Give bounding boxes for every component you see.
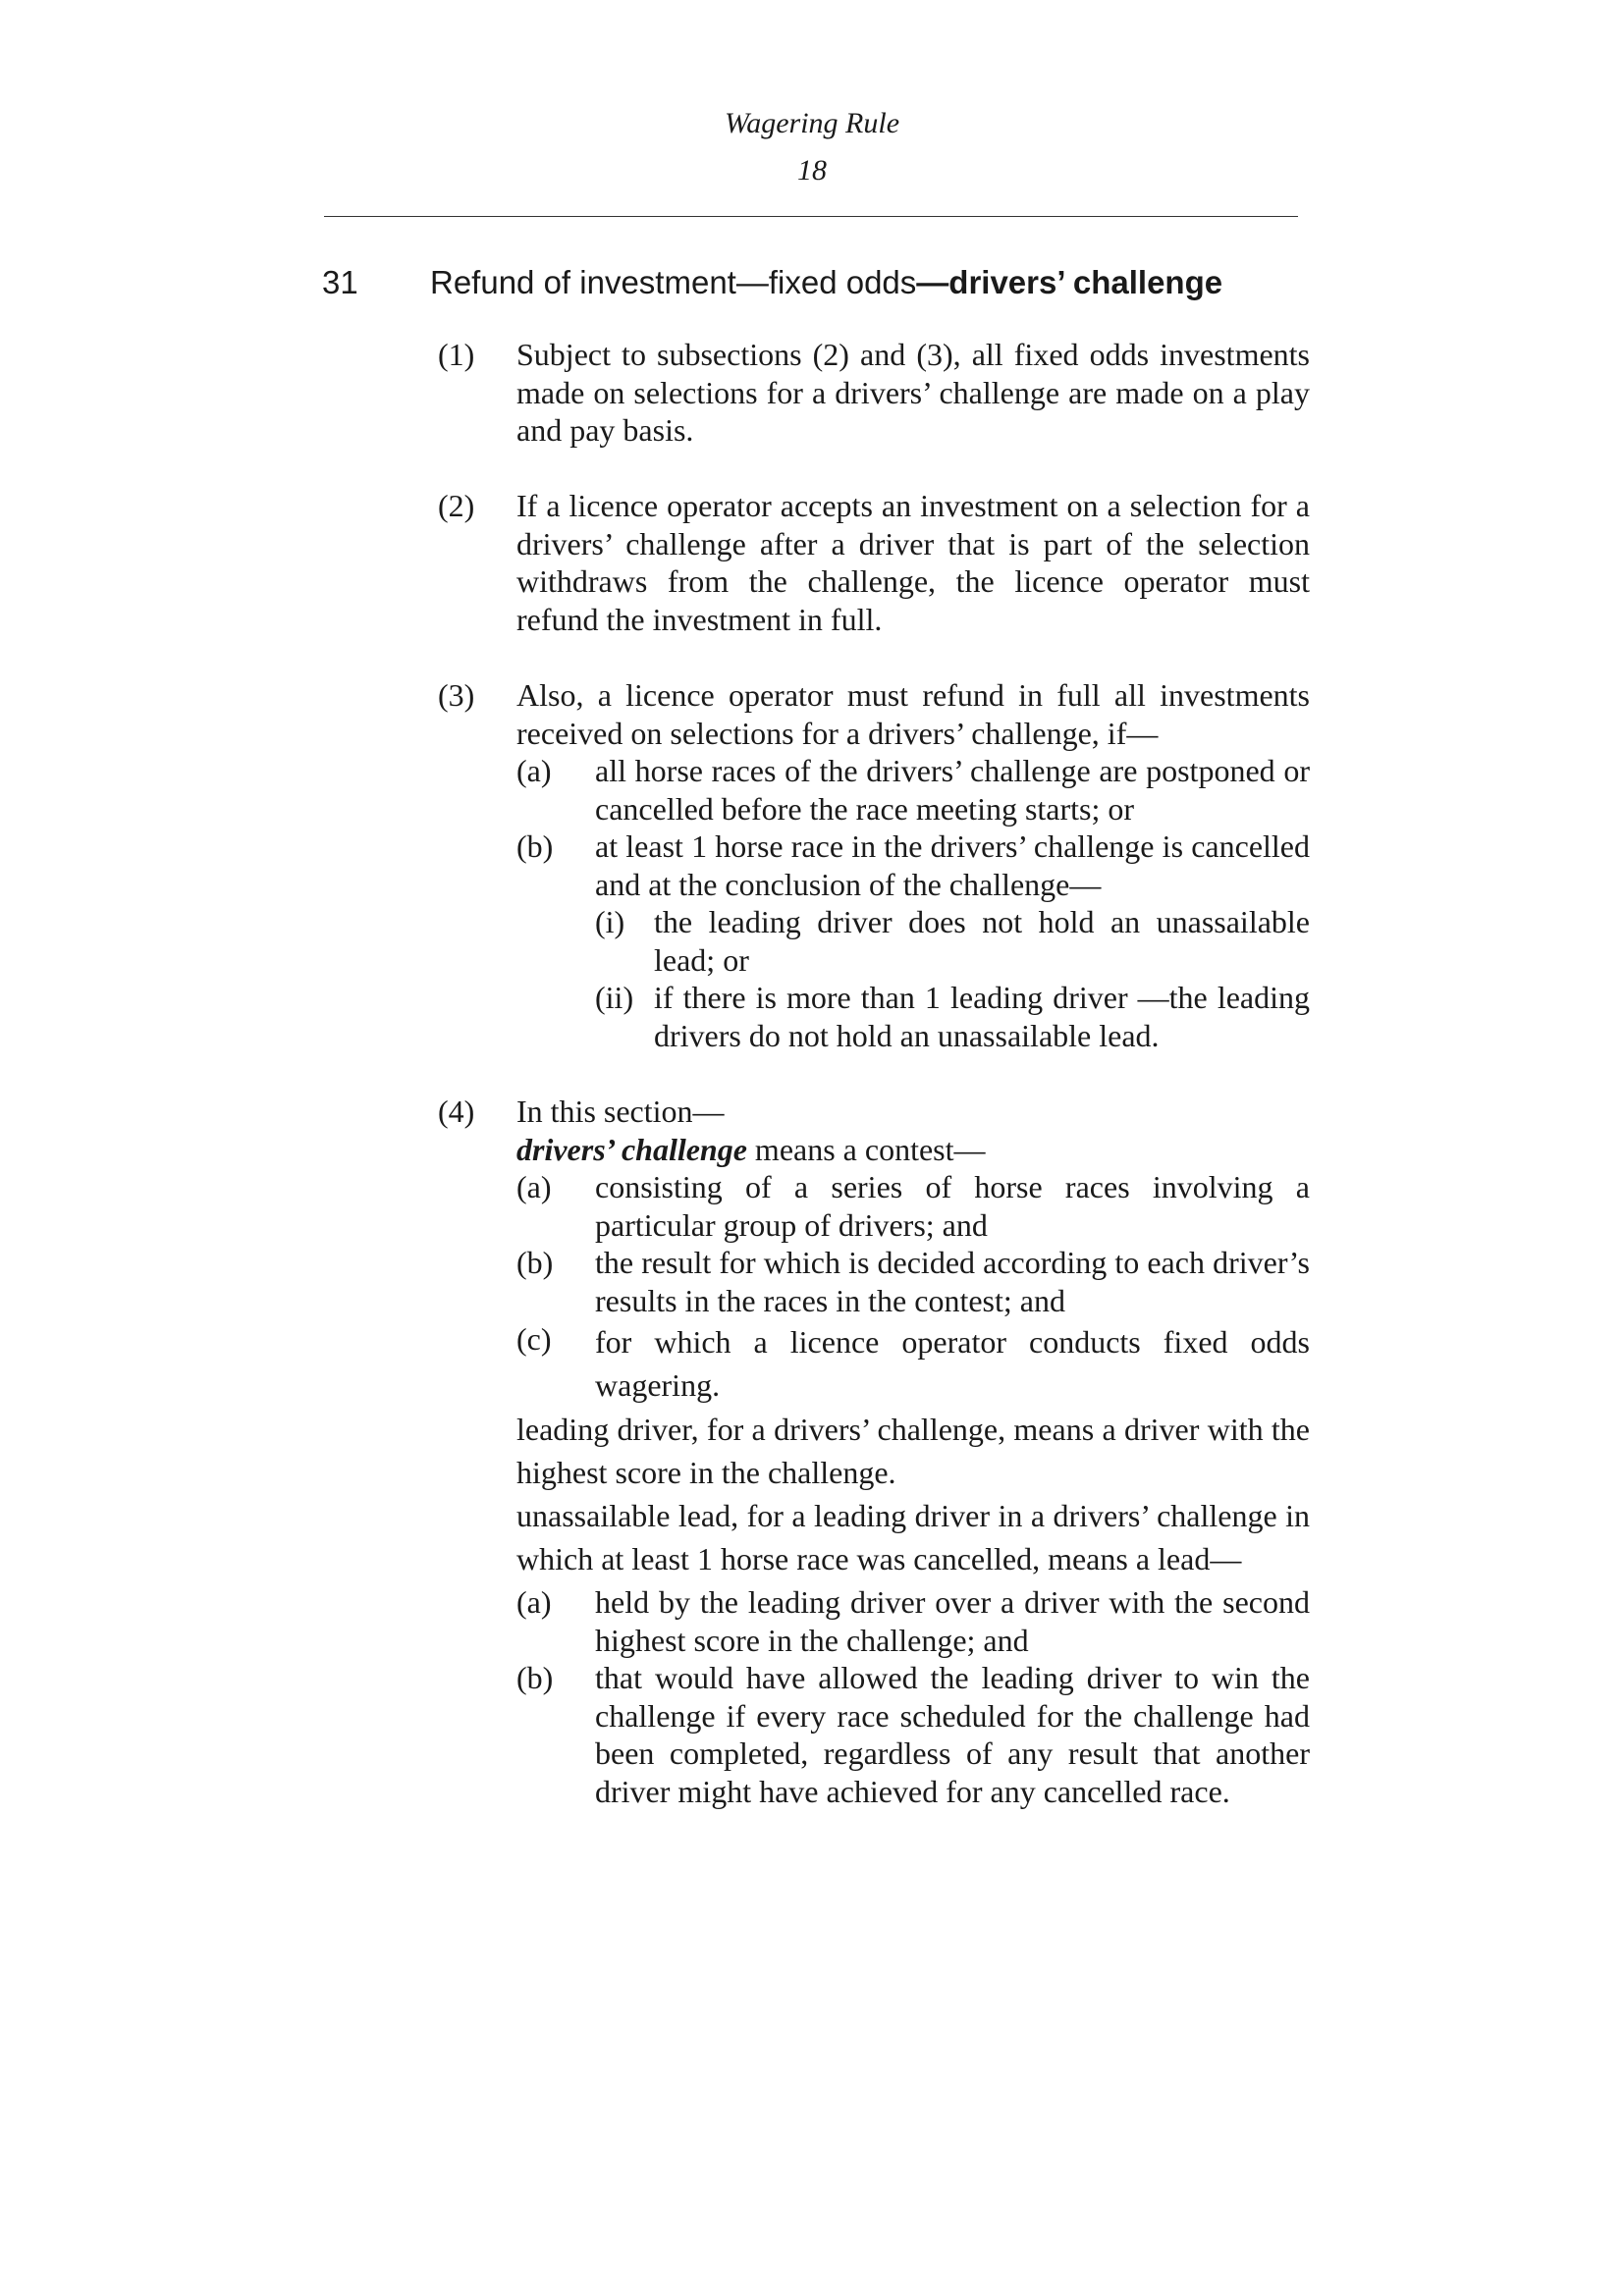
running-header-title: Wagering Rule xyxy=(724,107,900,139)
definition-body: means a contest— xyxy=(746,1132,986,1167)
page-number: 18 xyxy=(797,154,827,187)
subsection-4-number: (4) xyxy=(438,1094,475,1129)
header-rule xyxy=(324,216,1298,217)
subsection-3-para-b-number: (b) xyxy=(516,828,554,864)
subsection-3-para-b-text: at least 1 horse race in the drivers’ challenge is cancelled and at the conclusion of the challenge— xyxy=(595,828,1310,902)
subsection-2-number: (2) xyxy=(438,488,475,523)
section-heading-bold: —drivers’ challenge xyxy=(916,264,1223,300)
subsection-1-text: Subject to subsections (2) and (3), all fixed odds investments made on selections for a drivers’ challenge are made on a play and pay basis. xyxy=(516,337,1310,448)
definition-1-para-c-text: for which a licence operator conducts fixed odds wagering. xyxy=(595,1324,1310,1403)
definition-1-para-a-number: (a) xyxy=(516,1169,552,1204)
section-number: 31 xyxy=(322,264,358,300)
subsection-4-intro: In this section— xyxy=(516,1094,725,1129)
subsection-3-para-a-text: all horse races of the drivers’ challenge are postponed or cancelled before the race meeting starts; or xyxy=(595,753,1310,827)
definition-1-para-a-text: consisting of a series of horse races involving a particular group of drivers; and xyxy=(595,1169,1310,1243)
definition-3-para-b-number: (b) xyxy=(516,1660,554,1695)
definition-3-para-a-text: held by the leading driver over a driver with the second highest score in the challenge; and xyxy=(595,1584,1310,1658)
subsection-3-subpara-i-text: the leading driver does not hold an unassailable lead; or xyxy=(654,904,1310,978)
section-heading xyxy=(430,263,1314,302)
definition-leading-driver: leading driver, for a drivers’ challenge, means a driver with the highest score in the challenge. xyxy=(516,1412,1310,1490)
subsection-3-text: Also, a licence operator must refund in full all investments received on selections for a drivers’ challenge, if— xyxy=(516,677,1310,751)
subsection-3-subpara-ii-number: (ii) xyxy=(595,980,634,1015)
subsection-3-subpara-ii-text: if there is more than 1 leading driver —the leading drivers do not hold an unassailable lead. xyxy=(654,980,1310,1053)
definition-drivers-challenge xyxy=(516,1131,1310,1169)
subsection-3-number: (3) xyxy=(438,677,475,713)
definition-1-para-c-number: (c) xyxy=(516,1321,552,1357)
definition-1-para-b-number: (b) xyxy=(516,1245,554,1280)
definition-1-para-b-text: the result for which is decided according to each driver’s results in the races in the contest; and xyxy=(595,1245,1310,1318)
subsection-3-subpara-i-number: (i) xyxy=(595,904,625,939)
definition-term: drivers’ challenge xyxy=(516,1132,747,1167)
subsection-3-para-a-number: (a) xyxy=(516,753,552,788)
subsection-2-text: If a licence operator accepts an investment on a selection for a drivers’ challenge after a driver that is part of the selection withdraws from the challenge, the licence operator must refund the investment in full. xyxy=(516,488,1310,637)
subsection-1-number: (1) xyxy=(438,337,475,372)
section-heading-regular: Refund of investment—fixed odds xyxy=(430,264,917,300)
definition-3-para-a-number: (a) xyxy=(516,1584,552,1620)
definition-unassailable-lead: unassailable lead, for a leading driver in a drivers’ challenge in which at least 1 horse race was cancelled, means a lead— xyxy=(516,1498,1310,1576)
definition-3-para-b-text: that would have allowed the leading driver to win the challenge if every race scheduled for the challenge had been completed, regardless of any result that another driver might have achieved for any cancelled race. xyxy=(595,1660,1310,1809)
